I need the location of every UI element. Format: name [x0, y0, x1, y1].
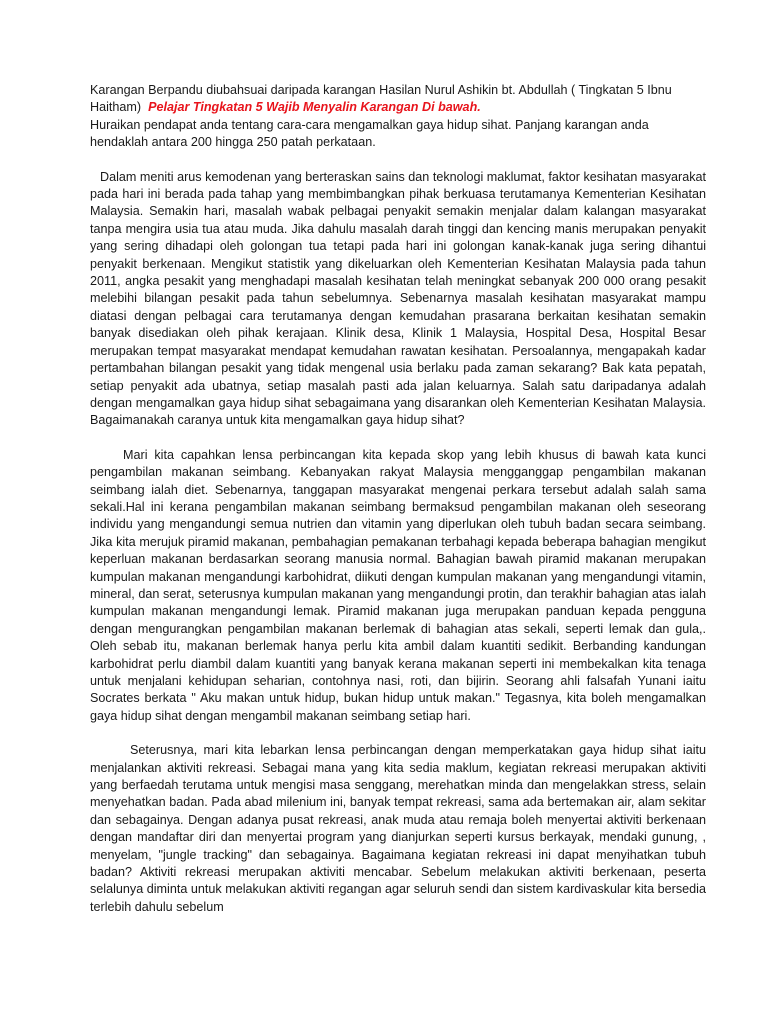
- document-page: [90, 82, 706, 916]
- document-header: [90, 82, 706, 117]
- essay-paragraph-3: Seterusnya, mari kita lebarkan lensa perbincangan dengan memperkatakan gaya hidup sihat iaitu menjalankan aktiviti rekreasi. Sebagai mana yang kita sedia maklum, kegiatan rekreasi merupakan aktiviti yang berfaedah terutama untuk mengisi masa senggang, merehatkan minda dan mengelakkan stress, selain menyehatkan badan. Pada abad milenium ini, banyak tempat rekreasi, sama ada bertemakan air, alam sekitar dan sebagainya. Dengan adanya pusat rekreasi, anak muda atau remaja boleh menyertai aktiviti berkenaan dengan mandaftar diri dan menyertai program yang dianjurkan seperti kursus berkayak, mendaki gunung, , menyelam, "jungle tracking" dan sebagainya. Bagaimana kegiatan rekreasi ini dapat menyihatkan tubuh badan? Aktiviti rekreasi merupakan aktiviti mencabar. Sebelum melakukan aktiviti berkenaan, peserta selalunya diminta untuk melakukan aktiviti regangan agar seluruh sendi dan sistem kardivaskular kita bersedia terlebih dahulu sebelum: [90, 743, 706, 914]
- essay-instruction: Huraikan pendapat anda tentang cara-cara mengamalkan gaya hidup sihat. Panjang karangan anda hendaklah antara 200 hingga 250 patah perkataan.: [90, 117, 649, 150]
- header-intro: Karangan Berpandu diubahsuai daripada karangan Hasilan Nurul Ashikin bt. Abdullah ( Tingkatan 5 Ibnu Haitham): [90, 83, 672, 115]
- essay-paragraph-2: Mari kita capahkan lensa perbincangan kita kepada skop yang lebih khusus di bawah kata kunci pengambilan makanan seimbang. Kebanyakan rakyat Malaysia mengganggap pengambilan makanan seimbang ialah diet. Sebenarnya, tanggapan masyarakat mengenai perkara tersebut adalah salah sama sekali.Hal ini kerana pengambilan makanan seimbang bermaksud pengambilan makanan oleh seseorang individu yang mengandungi semua nutrien dan vitamin yang diperlukan oleh tubuh badan secara seimbang. Jika kita merujuk piramid makanan, pembahagian pemakanan terbahagi kepada beberapa bahagian mengikut keperluan makanan berdasarkan seorang manusia normal. Bahagian bawah piramid makanan merupakan kumpulan makanan mengandungi karbohidrat, diikuti dengan kumpulan makanan yang mengandungi vitamin, mineral, dan serat, seterusnya kumpulan makanan yang mengandungi protin, dan terakhir bahagian atas ialah kumpulan makanan mengandungi lemak. Piramid makanan juga merupakan panduan kepada pengguna dengan mengurangkan pengambilan makanan berlemak di bahagian atas sekali, seperti lemak dan gula,. Oleh sebab itu, makanan berlemak hanya perlu kita ambil dalam kuantiti sedikit. Berbanding kandungan karbohidrat perlu diambil dalam kuantiti yang banyak kerana makanan seperti ini membekalkan kita tenaga untuk menjalani kehidupan seharian, contohnya nasi, roti, dan bijirin. Seorang ahli falsafah Yunani iaitu Socrates berkata " Aku makan untuk hidup, bukan hidup untuk makan." Tegasnya, kita boleh mengamalkan gaya hidup sihat dengan mengambil makanan seimbang setiap hari.: [90, 447, 706, 723]
- essay-paragraph-1: Dalam meniti arus kemodenan yang berteraskan sains dan teknologi maklumat, faktor kesihatan masyarakat pada hari ini berada pada tahap yang membimbangkan pihak berkuasa terutamanya Kementerian Kesihatan Malaysia. Semakin hari, masalah wabak pelbagai penyakit semakin menjalar dalam kalangan masyarakat tanpa mengira usia tua atau muda. Jika dahulu masalah darah tinggi dan kencing manis merupakan penyakit yang sering dihadapi oleh golongan tua tetapi pada hari ini golongan kanak-kanak juga sering dihantui penyakit berkenaan. Mengikut statistik yang dikeluarkan oleh Kementerian Kesihatan Malaysia pada tahun 2011, angka pesakit yang menghadapi masalah kesihatan telah meningkat sebanyak 200 000 orang pesakit melebihi bilangan pesakit pada tahun sebelumnya. Sebenarnya masalah kesihatan masyarakat mampu diatasi dengan pelbagai cara terutamanya dengan kemudahan prasarana berkaitan kesihatan semakin banyak disediakan oleh pihak kerajaan. Klinik desa, Klinik 1 Malaysia, Hospital Desa, Hospital Besar merupakan tempat masyarakat mendapat kemudahan rawatan kesihatan. Persoalannya, mengapakah kadar pertambahan bilangan pesakit yang tidak mengenal usia berlaku pada zaman sekarang? Bak kata pepatah, setiap penyakit ada ubatnya, setiap masalah pasti ada jalan keluarnya. Salah satu daripadanya adalah dengan mengamalkan gaya hidup sihat sebagaimana yang disarankan oleh Kementerian Kesihatan Malaysia. Bagaimanakah caranya untuk kita mengamalkan gaya hidup sihat?: [90, 169, 706, 428]
- header-notice: Pelajar Tingkatan 5 Wajib Menyalin Karangan Di bawah.: [148, 100, 481, 115]
